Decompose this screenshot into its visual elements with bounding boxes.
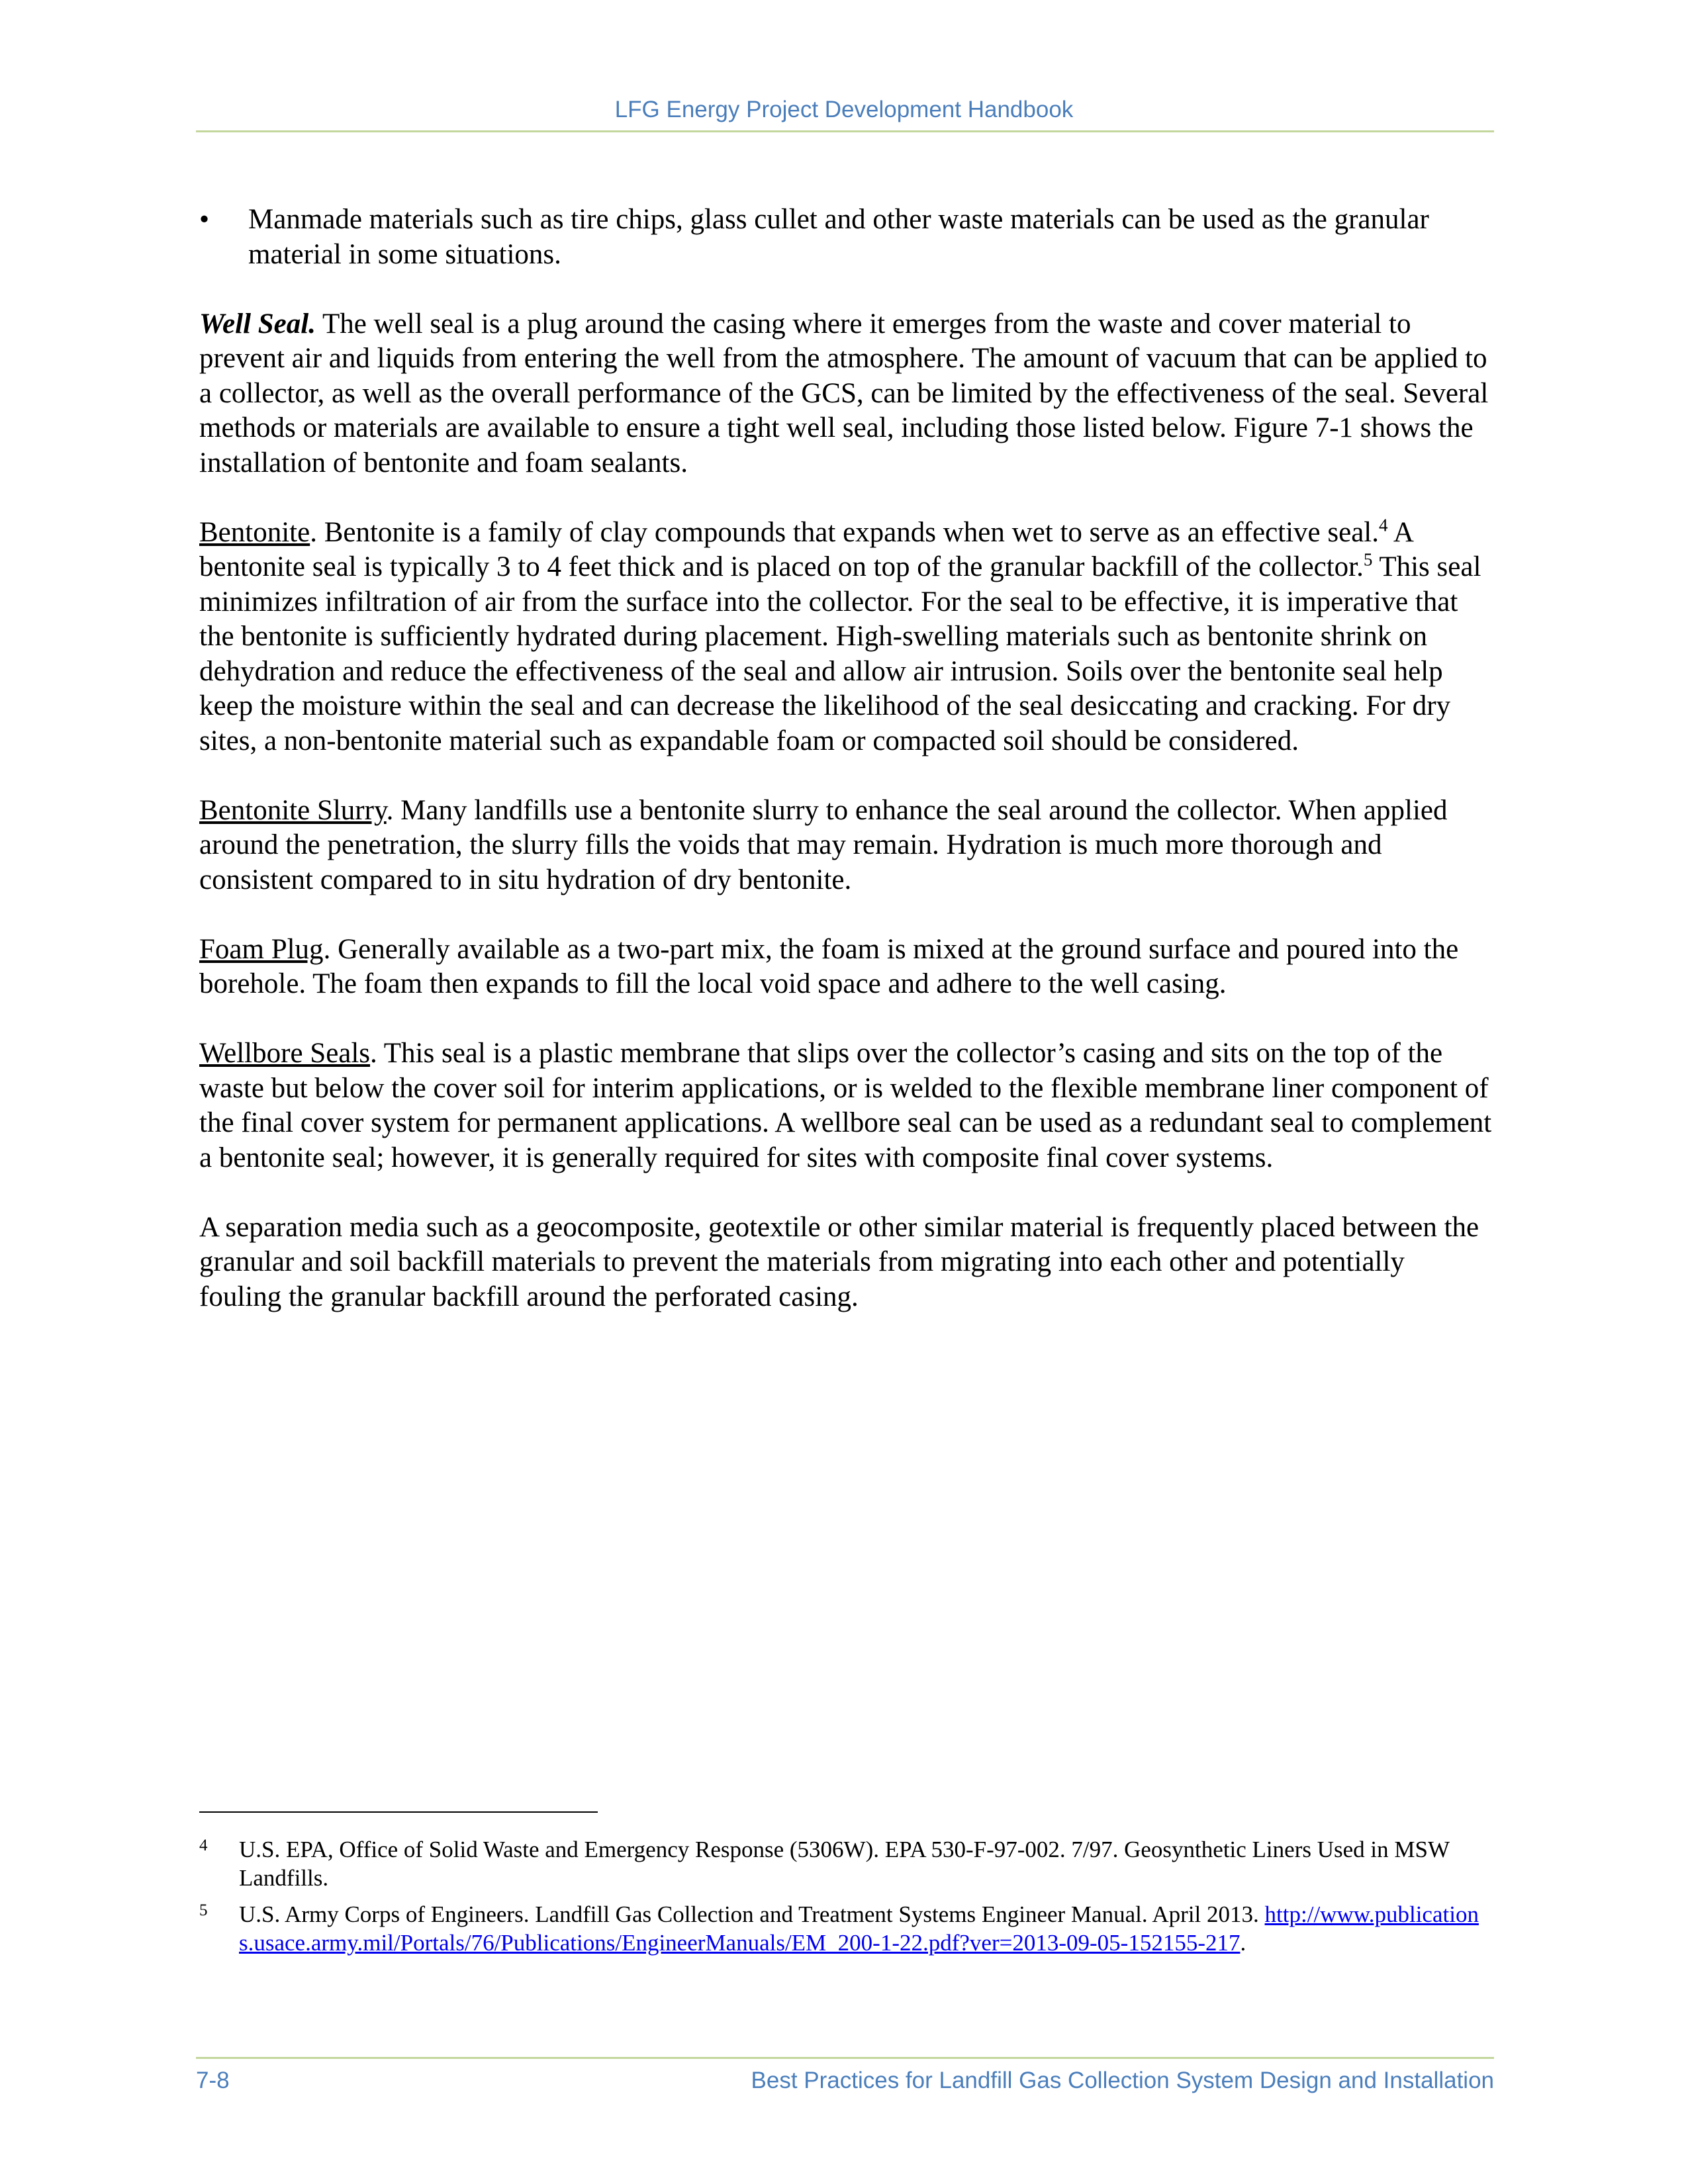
- running-footer: Best Practices for Landfill Gas Collection System Design and Installation: [751, 2068, 1494, 2093]
- well-seal-heading: Well Seal.: [199, 308, 316, 340]
- bentonite-heading: Bentonite: [199, 516, 310, 548]
- footnote-separator: [199, 1811, 598, 1813]
- body-text: [199, 203, 1493, 1349]
- bentonite-paragraph: [199, 516, 1493, 759]
- footnote-text-end: .: [1240, 1930, 1246, 1956]
- bentonite-slurry-paragraph: [199, 794, 1493, 898]
- footnote-number: 5: [199, 1901, 208, 1919]
- bentonite-text-1: . Bentonite is a family of clay compounds that expands when wet to serve as an effective seal.: [310, 516, 1379, 548]
- bullet-text: Manmade materials such as tire chips, glass cullet and other waste materials can be used as the granular material in some situations.: [248, 204, 1429, 270]
- foam-plug-text: . Generally available as a two-part mix, the foam is mixed at the ground surface and poured into the borehole. The foam then expands to fill the local void space and adhere to the well casing.: [199, 933, 1459, 999]
- footnote-text: U.S. EPA, Office of Solid Waste and Emergency Response (5306W). EPA 530-F-97-002. 7/97. Geosynthetic Liners Used in MSW Landfills.: [239, 1837, 1450, 1891]
- foam-plug-paragraph: [199, 933, 1493, 1002]
- header-rule: [196, 130, 1494, 132]
- footnotes: [199, 1835, 1493, 1965]
- bentonite-slurry-heading: Bentonite Slurry: [199, 794, 387, 826]
- running-header: LFG Energy Project Development Handbook: [614, 97, 1074, 122]
- page-number: 7-8: [196, 2068, 230, 2093]
- foam-plug-heading: Foam Plug: [199, 933, 324, 965]
- wellbore-seals-text: . This seal is a plastic membrane that slips over the collector’s casing and sits on the top of the waste but below the cover soil for interim applications, or is welded to the flexible membrane liner component of the final cover system for permanent applications. A wellbore seal can be used as a redundant seal to complement a bentonite seal; however, it is generally required for sites with composite final cover systems.: [199, 1038, 1492, 1173]
- bullet-symbol: •: [199, 204, 210, 235]
- separation-paragraph: A separation media such as a geocomposite, geotextile or other similar material is frequently placed between the granular and soil backfill materials to prevent the materials from migrating into each other and potentially fouling the granular backfill around the perforated casing.: [199, 1211, 1479, 1312]
- footer-rule: [196, 2057, 1494, 2059]
- well-seal-text: The well seal is a plug around the casing where it emerges from the waste and cover material to prevent air and liquids from entering the well from the atmosphere. The amount of vacuum that can be applied to a collector, as well as the overall performance of the GCS, can be limited by the effectiveness of the seal. Several methods or materials are available to ensure a tight well seal, including those listed below. Figure 7-1 shows the installation of bentonite and foam sealants.: [199, 308, 1489, 478]
- bentonite-text-3: This seal minimizes infiltration of air from the surface into the collector. For the seal to be effective, it is imperative that the bentonite is sufficiently hydrated during placement. High-swelling materials such as bentonite shrink on dehydration and reduce the effectiveness of the seal and allow air intrusion. Soils over the bentonite seal help keep the moisture within the seal and can decrease the likelihood of the seal desiccating and cracking. For dry sites, a non-bentonite material such as expandable foam or compacted soil should be considered.: [199, 551, 1481, 756]
- bullet-item: [199, 203, 1493, 272]
- well-seal-paragraph: [199, 307, 1493, 481]
- bentonite-slurry-text: . Many landfills use a bentonite slurry to enhance the seal around the collector. When applied around the penetration, the slurry fills the voids that may remain. Hydration is much more thorough and consistent compared to in situ hydration of dry bentonite.: [199, 794, 1448, 895]
- footnote-ref-5[interactable]: 5: [1363, 549, 1373, 570]
- footnote-ref-4[interactable]: 4: [1379, 515, 1388, 535]
- footnote-text: U.S. Army Corps of Engineers. Landfill Gas Collection and Treatment Systems Engineer Manual. April 2013.: [239, 1901, 1265, 1927]
- footnote-4: [199, 1835, 1493, 1892]
- footnote-link[interactable]: http://www.publications.usace.army.mil/Portals/76/Publications/EngineerManuals/EM_200-1-22.pdf?ver=2013-09-05-152155-217: [239, 1901, 1479, 1956]
- bentonite-text-2: A bentonite seal is typically 3 to 4 feet thick and is placed on top of the granular backfill of the collector.: [199, 516, 1413, 582]
- wellbore-seals-paragraph: [199, 1036, 1493, 1175]
- footnote-number: 4: [199, 1837, 208, 1854]
- footnote-5: [199, 1900, 1493, 1957]
- wellbore-seals-heading: Wellbore Seals: [199, 1038, 371, 1069]
